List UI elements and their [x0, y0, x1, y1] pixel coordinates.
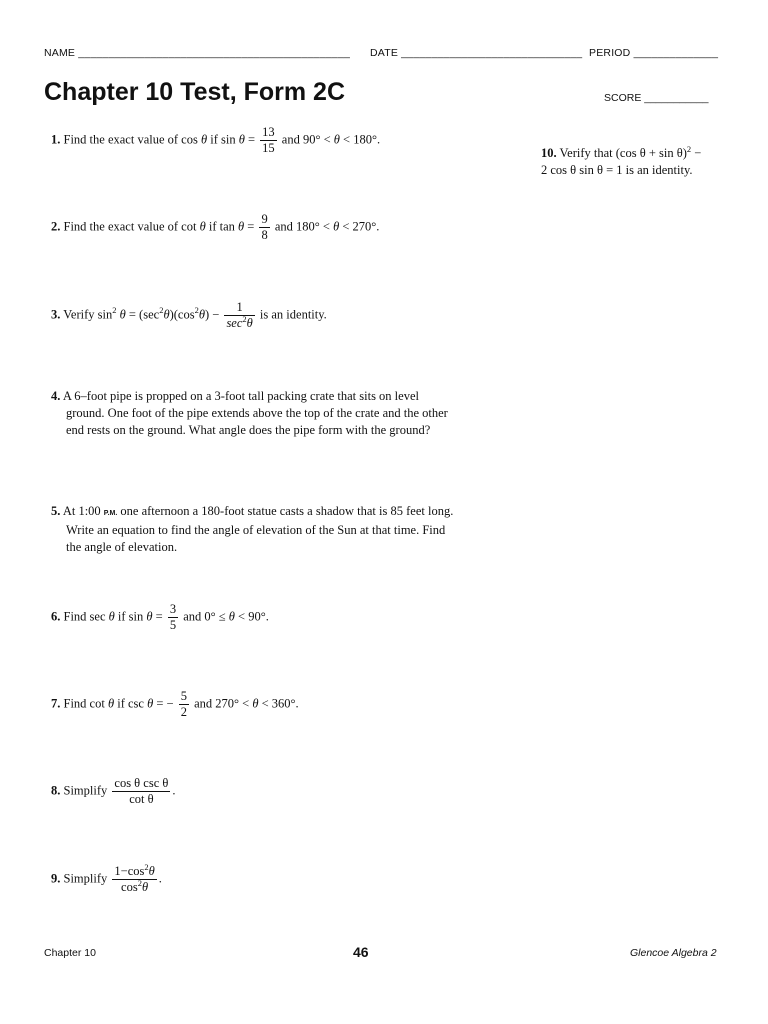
name-field-label: NAME _____________________________________________: [44, 47, 351, 59]
page-number: 46: [353, 944, 369, 960]
question-6: 6. Find sec θ if sin θ = $\frac{3}{5}$ and 0° ≤ θ < 90°.: [51, 602, 269, 632]
question-5: 5. At 1:00 P.M. one afternoon a 180-foot statue casts a shadow that is 85 feet long. Write an equation to find the angle of elevation of the Sun at that time. Find the angle of elevation.: [51, 504, 454, 554]
question-number: 1.: [51, 132, 61, 147]
question-number: 10.: [541, 146, 557, 160]
question-number: 4.: [51, 389, 61, 403]
question-9: 9. Simplify $\frac{1-\cos^2\theta}{\cos^2\theta}$ .: [51, 861, 162, 894]
page-title: Chapter 10 Test, Form 2C: [44, 78, 346, 106]
fraction: $\frac{9}{8}$: [261, 212, 268, 242]
fraction: $\frac{1}{\sec^2\theta}$: [226, 300, 253, 330]
fraction: $\frac{1-\cos^2\theta}{\cos^2\theta}$: [114, 861, 155, 894]
question-number: 8.: [51, 783, 61, 798]
date-field-label: DATE ______________________________: [370, 47, 583, 59]
question-8: 8. Simplify $\frac{\text{cos θ csc θ}}{\text{cot θ}}$ .: [51, 776, 176, 806]
question-number: 6.: [51, 609, 61, 624]
question-number: 2.: [51, 219, 61, 234]
fraction: $\frac{3}{5}$: [169, 602, 177, 632]
question-number: 5.: [51, 504, 61, 518]
question-number: 3.: [51, 307, 61, 322]
footer-publisher: Glencoe Algebra 2: [630, 947, 717, 959]
fraction: $\frac{13}{15}$: [262, 125, 275, 155]
question-4: 4. A 6–foot pipe is propped on a 3-foot tall packing crate that sits on level ground. One foot of the pipe extends above the top of the crate and the other end rests on the ground. What angle does the pipe form with the ground?: [51, 389, 448, 437]
fraction: $\frac{5}{2}$: [180, 689, 187, 719]
question-3: 3. Verify $\sin^2 \theta = (\sec^2\theta)(\cos^2\theta)$ − $\frac{1}{\sec^2\theta}$ is an identity.: [51, 300, 327, 330]
question-number: 9.: [51, 871, 61, 886]
question-10: 10. Verify that (cos θ + sin θ)$^2$ − 2 cos θ sin θ = 1 is an identity.: [541, 143, 702, 177]
question-1: 1. Find the exact value of cos θ if sin θ = $\frac{13}{15}$ and 90° < θ < 180°.: [51, 125, 381, 155]
period-field-label: PERIOD ______________: [589, 47, 719, 59]
question-7: 7. Find cot θ if csc θ = − $\frac{5}{2}$ and 270° < θ < 360°.: [51, 689, 299, 719]
question-2: 2. Find the exact value of cot θ if tan θ = $\frac{9}{8}$ and 180° < θ < 270°.: [51, 212, 380, 242]
fraction: $\frac{\text{cos θ csc θ}}{\text{cot θ}}$: [114, 776, 169, 806]
score-label: SCORE ___________: [604, 92, 709, 104]
question-number: 7.: [51, 696, 61, 711]
footer-chapter: Chapter 10: [44, 947, 96, 959]
